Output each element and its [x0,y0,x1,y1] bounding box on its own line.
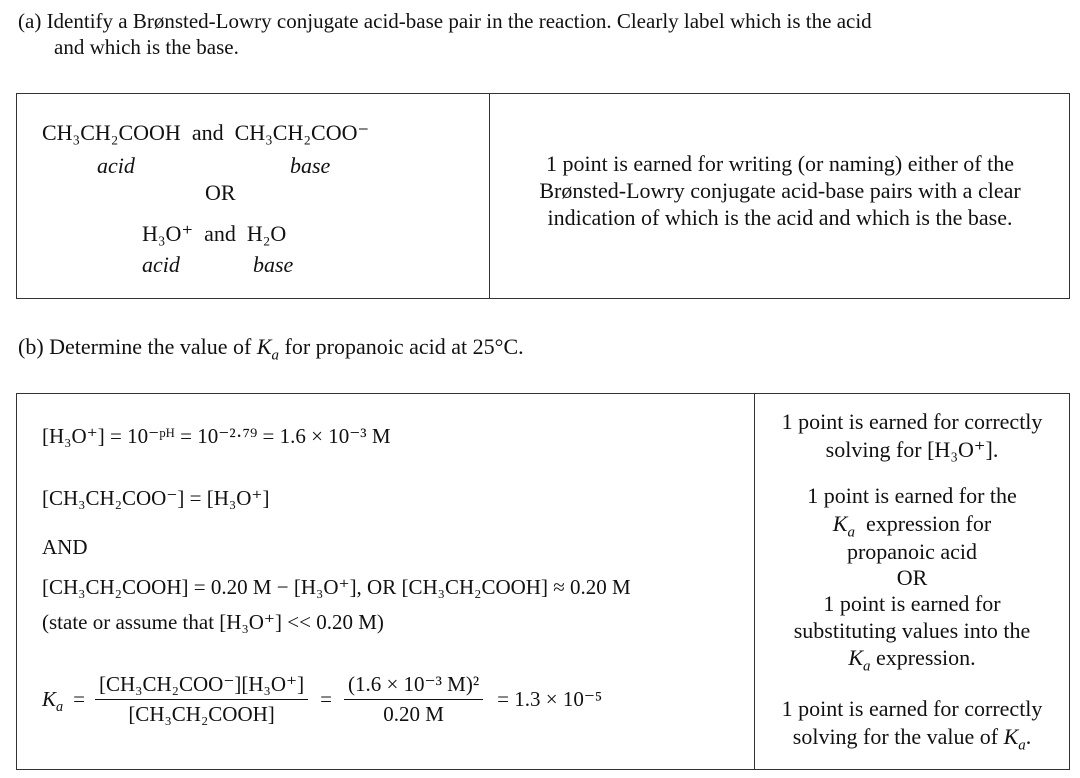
part-a-question [18,8,872,34]
equals-sign-2: = [320,687,332,711]
pair2-base-formula: H₂O [246,221,287,246]
assumption-line: (state or assume that [H₃O⁺] << 0.20 M) [42,610,384,634]
part-a-scoring-line3: indication of which is the acid and which is the base. [547,205,1013,230]
pair2-acid-formula: H₃O⁺ [142,221,194,246]
part-b-score-2-line2-wrap: $K_a$ expression for [832,511,992,541]
part-b-score-2-line4: 1 point is earned for [823,591,1001,616]
part-b-score-2-line2: expression for [865,511,992,536]
part-b-ka-symbol: K [256,334,272,359]
part-b-score-3-line1: 1 point is earned for correctly [781,696,1043,721]
part-b-label: (b) [18,334,44,359]
acid-concentration-line: [CH₃CH₂COOH] = 0.20 M − [H₃O⁺], OR [CH₃CH₂COOH] ≈ 0.20 M [42,575,631,599]
part-b-score-2-line6: expression. [876,645,976,670]
part-b-score-1 [756,408,1068,464]
pair2-base-label: base [253,252,294,277]
ka-result: = 1.3 × 10⁻⁵ [497,687,603,711]
ka-fraction-2-numerator: (1.6 × 10⁻³ M)² [344,672,483,700]
part-b-score-2 [756,482,1068,675]
part-b-score-2-line6-wrap: $K_a$ expression. [848,645,976,675]
ka-fraction-1-denominator: [CH₃CH₂COOH] [128,702,275,726]
part-a-divider [489,93,490,299]
part-b-ka-sub: a [271,347,280,364]
pair1-base-formula: CH₃CH₂COO⁻ [234,120,370,145]
pair2-formula-line [142,221,286,247]
part-a-scoring-line1: 1 point is earned for writing (or naming) either of the [546,151,1014,176]
part-b-score-2-line1: 1 point is earned for the [807,483,1017,508]
part-b-score-1-line1: 1 point is earned for correctly [781,409,1043,434]
part-b-score-1-line2: solving for [H₃O⁺]. [825,437,999,462]
ka-fraction-1-numerator: [CH₃CH₂COO⁻][H₃O⁺] [95,672,308,700]
and-label: AND [42,535,88,559]
pair1-and: and [191,120,224,145]
hydronium-calc-line: [H₃O⁺] = 10⁻ᵖᴴ = 10⁻²·⁷⁹ = 1.6 × 10⁻³ M [42,424,391,448]
ka-expression-symbol: $K_a$ [42,687,64,716]
equals-sign-1: = [73,687,85,711]
part-b-score-2-line5: substituting values into the [793,618,1031,643]
ka-expression [42,672,602,727]
part-b-score-3-line2-wrap: solving for the value of $K_a$. [792,724,1032,754]
pair1-acid-formula: CH₃CH₂COOH [42,120,181,145]
part-a-question-line1: Identify a Brønsted-Lowry conjugate acid-base pair in the reaction. Clearly label which is the acid [46,9,872,33]
pair1-formula-line [42,120,369,146]
ka-fraction-1 [95,672,308,727]
part-b-question [18,334,524,364]
part-b-score-3 [756,695,1068,754]
ka-fraction-2-denominator: 0.20 M [383,702,444,726]
pair2-acid-label: acid [142,252,180,277]
part-b-score-2-or: OR [896,565,928,590]
part-a-question-line2: and which is the base. [54,35,239,59]
pair1-acid-label: acid [97,153,135,178]
pairs-or-label: OR [205,180,236,205]
part-b-divider [754,393,755,770]
part-b-score-2-line3: propanoic acid [846,539,978,564]
part-b-score-3-line2: solving for the value of [792,724,999,749]
part-b-question-pre: Determine the value of [49,334,252,359]
ka-fraction-2 [344,672,483,727]
part-a-scoring-line2: Brønsted-Lowry conjugate acid-base pairs with a clear [539,178,1021,203]
propanoate-equals-line: [CH₃CH₂COO⁻] = [H₃O⁺] [42,486,270,510]
part-a-label: (a) [18,9,42,33]
part-a-scoring [492,150,1068,231]
pair2-and: and [204,221,236,246]
part-b-question-post: for propanoic acid at 25°C. [284,334,524,359]
pair1-base-label: base [290,153,331,178]
